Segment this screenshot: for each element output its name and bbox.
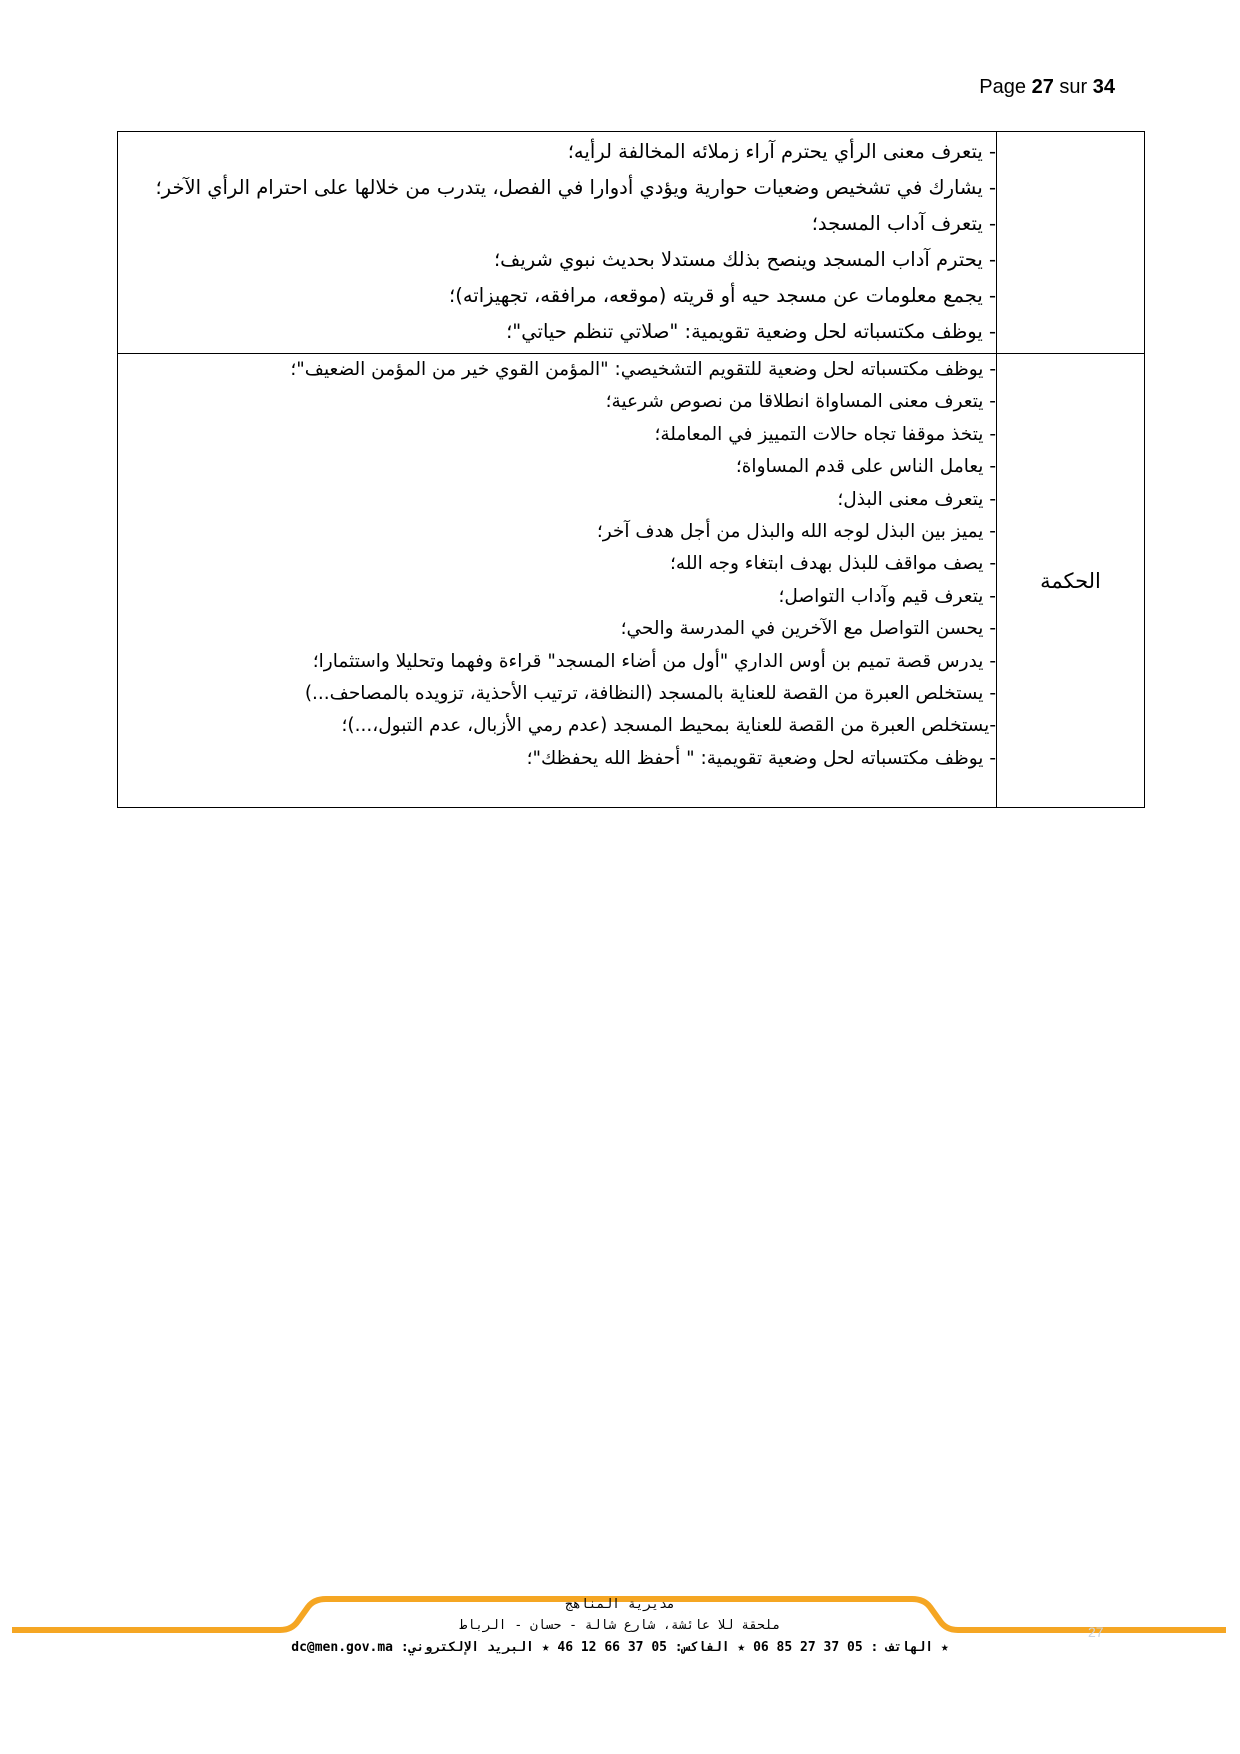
objective-item: - يستخلص العبرة من القصة للعناية بالمسجد (النظافة، ترتيب الأحذية، تزويده بالمصاحف...) bbox=[304, 683, 996, 705]
page-number bbox=[979, 76, 1115, 99]
subject-cell: الحكمة bbox=[997, 354, 1145, 808]
objective-item: - يحسن التواصل مع الآخرين في المدرسة والحي؛ bbox=[620, 618, 996, 640]
page-current: 27 bbox=[1031, 76, 1054, 98]
objectives-table bbox=[117, 131, 1145, 808]
objective-item: - يميز بين البذل لوجه الله والبذل من أجل هدف آخر؛ bbox=[596, 521, 996, 543]
page-total: 34 bbox=[1092, 76, 1115, 98]
objective-item: - يعامل الناس على قدم المساواة؛ bbox=[735, 456, 996, 478]
objective-item: - يحترم آداب المسجد وينصح بذلك مستدلا بحديث نبوي شريف؛ bbox=[493, 248, 996, 271]
subject-cell bbox=[997, 132, 1145, 354]
objective-item: - يوظف مكتسباته لحل وضعية تقويمية: " أحفظ الله يحفظك"؛ bbox=[526, 747, 996, 769]
objective-item: -يستخلص العبرة من القصة للعناية بمحيط المسجد (عدم رمي الأزبال، عدم التبول،...)؛ bbox=[341, 715, 996, 737]
objective-item: - يجمع معلومات عن مسجد حيه أو قريته (موقعه، مرافقه، تجهيزاته)؛ bbox=[449, 284, 996, 307]
footer-address: ملحقة للا عائشة، شارع شالة - حسان - الرباط bbox=[459, 1618, 781, 1633]
objective-item: - يتعرف معنى البذل؛ bbox=[837, 488, 996, 510]
objective-item: - يصف مواقف للبذل بهدف ابتغاء وجه الله؛ bbox=[670, 553, 996, 575]
page-word: Page bbox=[979, 76, 1027, 98]
objective-item: - يتعرف آداب المسجد؛ bbox=[811, 212, 996, 235]
objective-item: - يتعرف قيم وآداب التواصل؛ bbox=[778, 585, 996, 607]
objective-item: - يوظف مكتسباته لحل وضعية للتقويم التشخيصي: "المؤمن القوي خير من المؤمن الضعيف"؛ bbox=[290, 359, 996, 380]
table-row bbox=[118, 132, 1145, 354]
page-of: sur bbox=[1059, 76, 1088, 98]
table-row bbox=[118, 354, 1145, 808]
objective-item: - يتعرف معنى المساواة انطلاقا من نصوص شرعية؛ bbox=[605, 391, 996, 413]
objective-item: - يدرس قصة تميم بن أوس الداري "أول من أضاء المسجد" قراءة وفهما وتحليلا واستثمارا؛ bbox=[312, 650, 996, 672]
ghost-page-number: 27 bbox=[1088, 1624, 1104, 1640]
objectives-cell bbox=[118, 132, 997, 354]
footer-directorate: مديرية المناهج bbox=[565, 1597, 675, 1612]
objectives-cell bbox=[118, 354, 997, 808]
objective-item: - يوظف مكتسباته لحل وضعية تقويمية: "صلاتي تنظم حياتي"؛ bbox=[506, 320, 996, 343]
objective-item: - يتعرف معنى الرأي يحترم آراء زملائه المخالفة لرأيه؛ bbox=[567, 140, 996, 163]
objective-item: - يشارك في تشخيص وضعيات حوارية ويؤدي أدوارا في الفصل، يتدرب من خلالها على احترام الرأي الآخر؛ bbox=[155, 176, 996, 199]
footer-contacts: ★ الهاتف : 05 37 27 85 06 ★ الفاكس: 05 37 66 12 46 ★ البريد الإلكتروني: dc@men.gov.ma bbox=[291, 1640, 949, 1655]
objective-item: - يتخذ موقفا تجاه حالات التمييز في المعاملة؛ bbox=[654, 423, 996, 445]
